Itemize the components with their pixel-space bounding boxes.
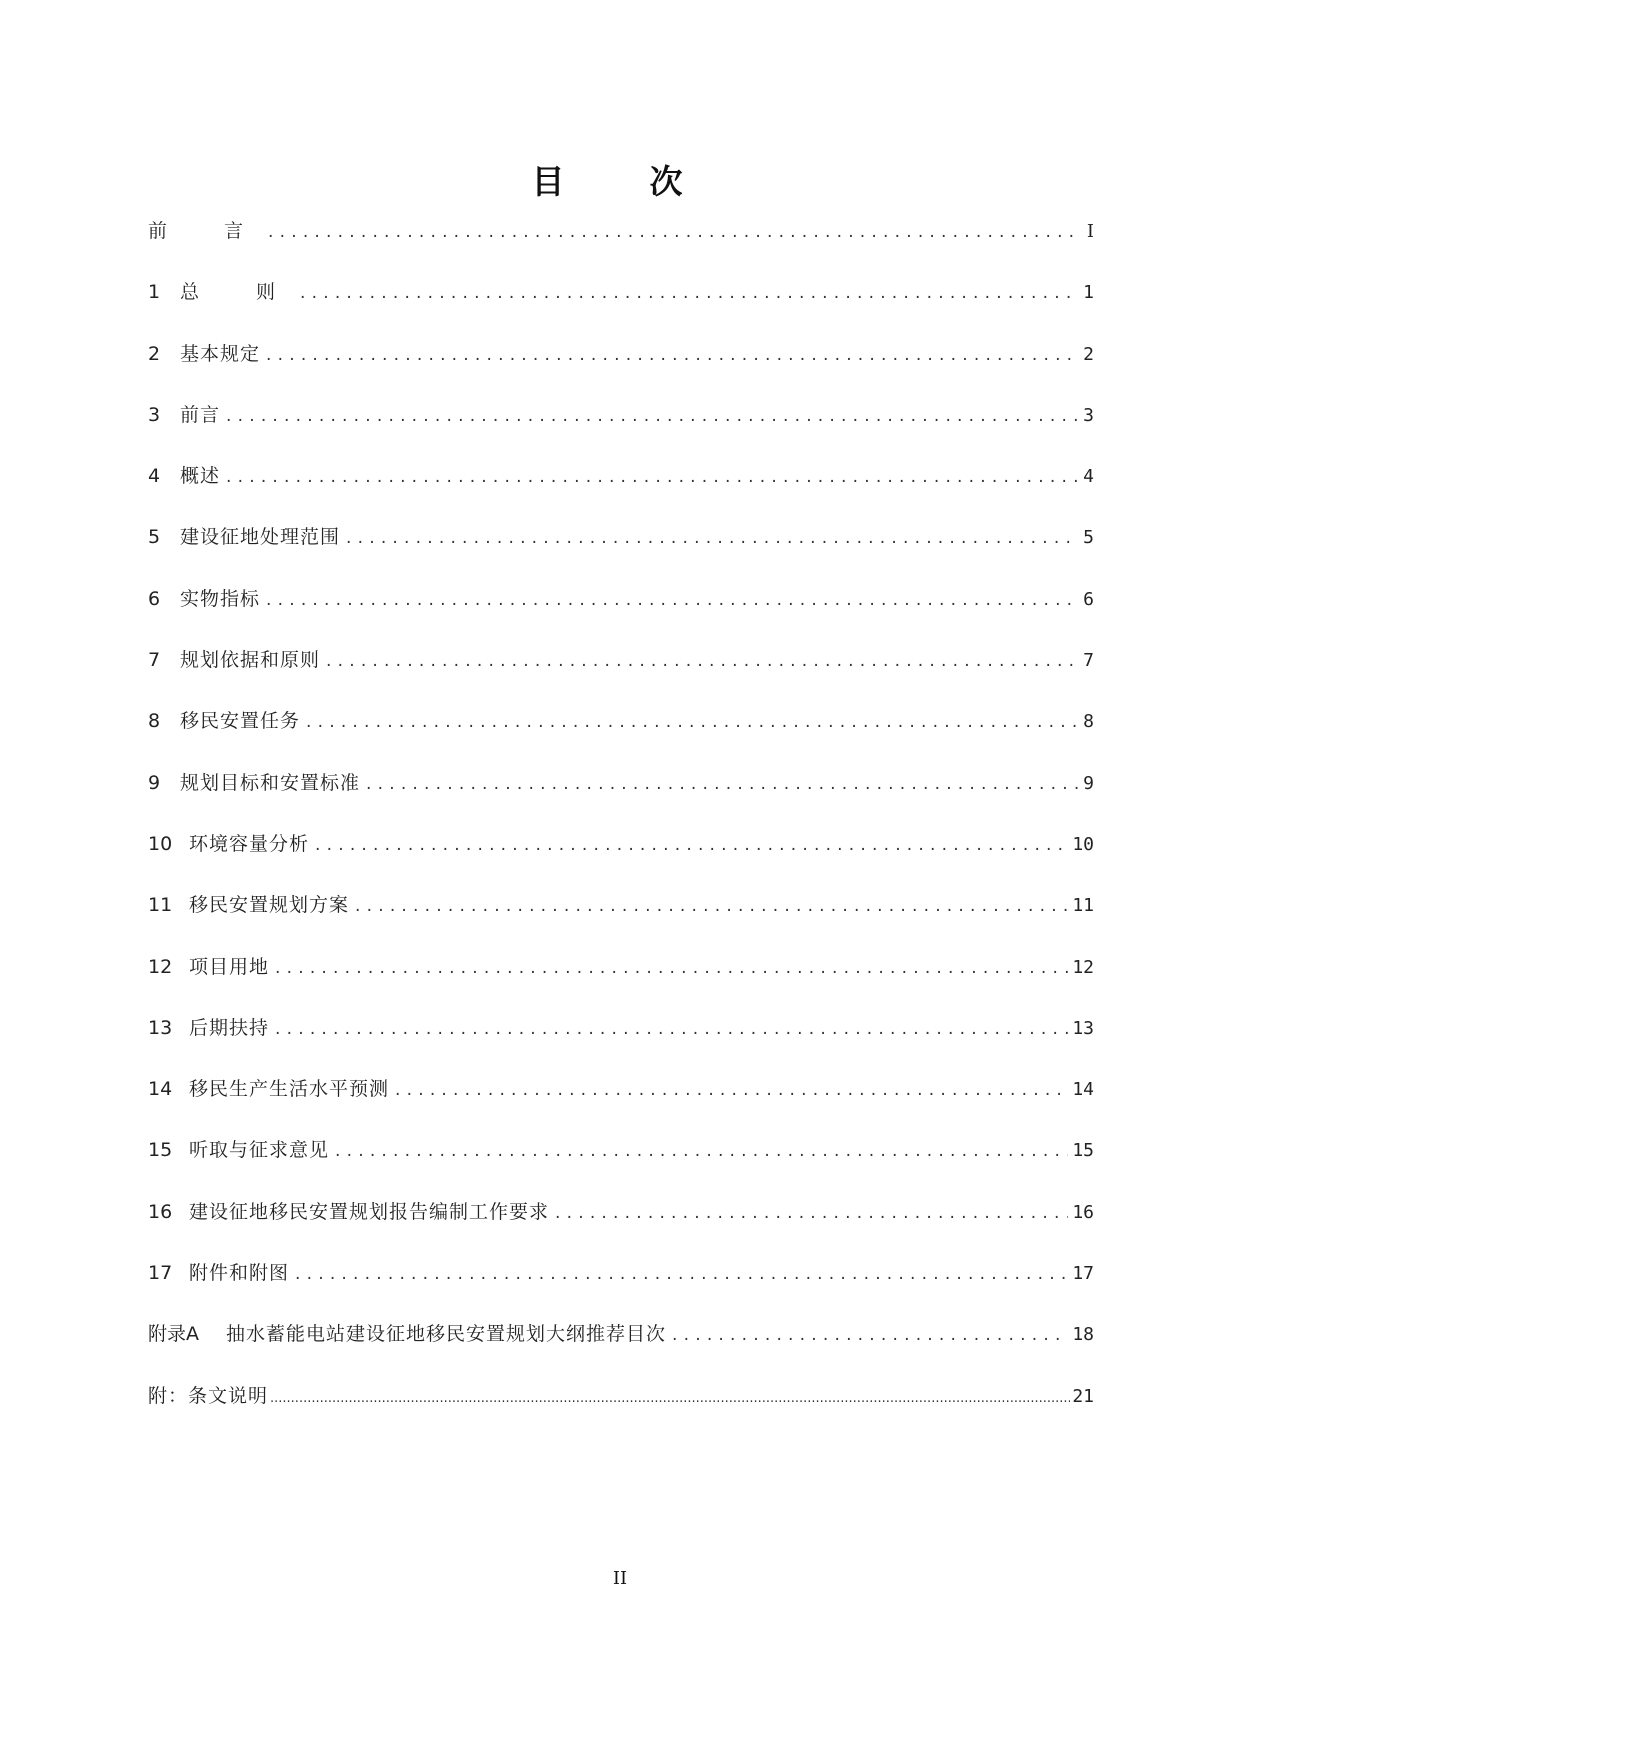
toc-leader-dots: [300, 283, 1078, 303]
toc-list: [148, 216, 1094, 1442]
toc-entry-label: 听取与征求意见: [189, 1139, 330, 1162]
toc-entry-6: [148, 584, 1094, 645]
toc-entry-number: 11: [148, 894, 173, 917]
toc-entry-number: 7: [148, 649, 161, 672]
toc-leader-dots: [355, 896, 1068, 916]
toc-entry-page: 3: [1083, 404, 1094, 426]
toc-entry-16: [148, 1197, 1094, 1258]
toc-entry-number: 1: [148, 281, 161, 304]
toc-entry-page: 2: [1083, 343, 1094, 365]
toc-leader-dots: [346, 528, 1078, 548]
toc-entry-foreword: [148, 216, 1094, 277]
toc-entry-9: [148, 768, 1094, 829]
toc-entry-number: 13: [148, 1016, 173, 1039]
toc-entry-number: 14: [148, 1078, 173, 1101]
toc-entry-number: 2: [148, 342, 161, 365]
toc-leader-dots: [306, 712, 1078, 732]
toc-entry-page: 4: [1083, 466, 1094, 488]
toc-entry-number: 12: [148, 955, 173, 978]
toc-entry-10: [148, 829, 1094, 890]
toc-entry-label: 附：条文说明: [148, 1384, 269, 1407]
toc-entry-number: 8: [148, 710, 161, 733]
toc-entry-number: 5: [148, 526, 161, 549]
toc-entry-number: 17: [148, 1262, 173, 1285]
toc-entry-number: 9: [148, 771, 161, 794]
toc-entry-15: [148, 1135, 1094, 1196]
toc-leader-dots: [395, 1080, 1068, 1100]
toc-entry-appendix-a: [148, 1319, 1094, 1380]
toc-entry-number: 15: [148, 1139, 173, 1162]
toc-entry-explanation: [148, 1381, 1094, 1442]
toc-entry-8: [148, 706, 1094, 767]
toc-entry-13: [148, 1013, 1094, 1074]
toc-entry-label: 移民生产生活水平预测: [189, 1078, 390, 1101]
toc-entry-label: 前言: [180, 403, 221, 426]
toc-entry-page: 17: [1072, 1263, 1094, 1285]
page-number: II: [612, 1568, 628, 1589]
toc-entry-page: 8: [1083, 711, 1094, 733]
toc-leader-dots: [326, 651, 1078, 671]
toc-entry-page: 1: [1083, 282, 1094, 304]
toc-entry-label: 环境容量分析: [189, 832, 310, 855]
toc-leader-dots: [672, 1325, 1068, 1345]
toc-entry-label: 规划目标和安置标准: [180, 771, 361, 794]
toc-entry-number: 附录A: [148, 1323, 199, 1346]
toc-entry-12: [148, 952, 1094, 1013]
toc-entry-page: 21: [1072, 1385, 1094, 1407]
toc-leader-dots: [315, 835, 1068, 855]
toc-entry-label: 前 言: [148, 220, 263, 242]
toc-title: 目 次: [531, 162, 709, 201]
toc-entry-label: 移民安置任务: [180, 710, 301, 733]
toc-leader-dots: [555, 1203, 1068, 1223]
toc-entry-5: [148, 522, 1094, 583]
toc-entry-page: 15: [1072, 1140, 1094, 1162]
toc-entry-label: 规划依据和原则: [180, 649, 321, 672]
toc-leader-dots: [226, 467, 1078, 487]
toc-entry-label: 实物指标: [180, 587, 261, 610]
toc-entry-label: 后期扶持: [189, 1016, 270, 1039]
toc-leader-dots: [226, 406, 1078, 426]
toc-entry-2: [148, 339, 1094, 400]
toc-leader-dots: [266, 590, 1078, 610]
toc-entry-page: 5: [1083, 527, 1094, 549]
toc-leader-dots: [366, 774, 1078, 794]
toc-entry-3: [148, 400, 1094, 461]
toc-leader-dots: [266, 345, 1078, 365]
toc-leader-dots: [335, 1141, 1068, 1161]
toc-leader-dots: [295, 1264, 1068, 1284]
toc-entry-label: 附件和附图: [189, 1262, 290, 1285]
toc-entry-number: 3: [148, 403, 161, 426]
toc-leader-dots: [275, 958, 1068, 978]
toc-entry-14: [148, 1074, 1094, 1135]
toc-entry-label: 项目用地: [189, 955, 270, 978]
toc-entry-17: [148, 1258, 1094, 1319]
toc-entry-page: 14: [1072, 1079, 1094, 1101]
toc-entry-7: [148, 645, 1094, 706]
toc-entry-page: 12: [1072, 956, 1094, 978]
toc-entry-page: 13: [1072, 1017, 1094, 1039]
toc-entry-page: I: [1086, 221, 1094, 242]
toc-entry-page: 16: [1072, 1201, 1094, 1223]
toc-entry-number: 6: [148, 587, 161, 610]
toc-entry-number: 16: [148, 1200, 173, 1223]
toc-leader-dots: [270, 1391, 1070, 1406]
toc-entry-number: 4: [148, 465, 161, 488]
toc-leader-dots: [275, 1019, 1068, 1039]
toc-entry-page: 18: [1072, 1324, 1094, 1346]
toc-entry-label: 基本规定: [180, 342, 261, 365]
toc-entry-label: 建设征地移民安置规划报告编制工作要求: [189, 1200, 550, 1223]
toc-entry-label: 建设征地处理范围: [180, 526, 341, 549]
toc-entry-page: 10: [1072, 833, 1094, 855]
toc-entry-number: 10: [148, 832, 173, 855]
toc-entry-page: 7: [1083, 650, 1094, 672]
toc-entry-label: 抽水蓄能电站建设征地移民安置规划大纲推荐目次: [226, 1323, 667, 1346]
toc-entry-page: 9: [1083, 772, 1094, 794]
toc-entry-page: 6: [1083, 588, 1094, 610]
toc-entry-label: 概述: [180, 465, 221, 488]
toc-entry-label: 总 则: [180, 281, 295, 304]
toc-entry-1: [148, 277, 1094, 338]
toc-leader-dots: [268, 222, 1078, 242]
toc-entry-page: 11: [1072, 895, 1094, 917]
toc-entry-11: [148, 890, 1094, 951]
toc-entry-4: [148, 461, 1094, 522]
toc-entry-label: 移民安置规划方案: [189, 894, 350, 917]
